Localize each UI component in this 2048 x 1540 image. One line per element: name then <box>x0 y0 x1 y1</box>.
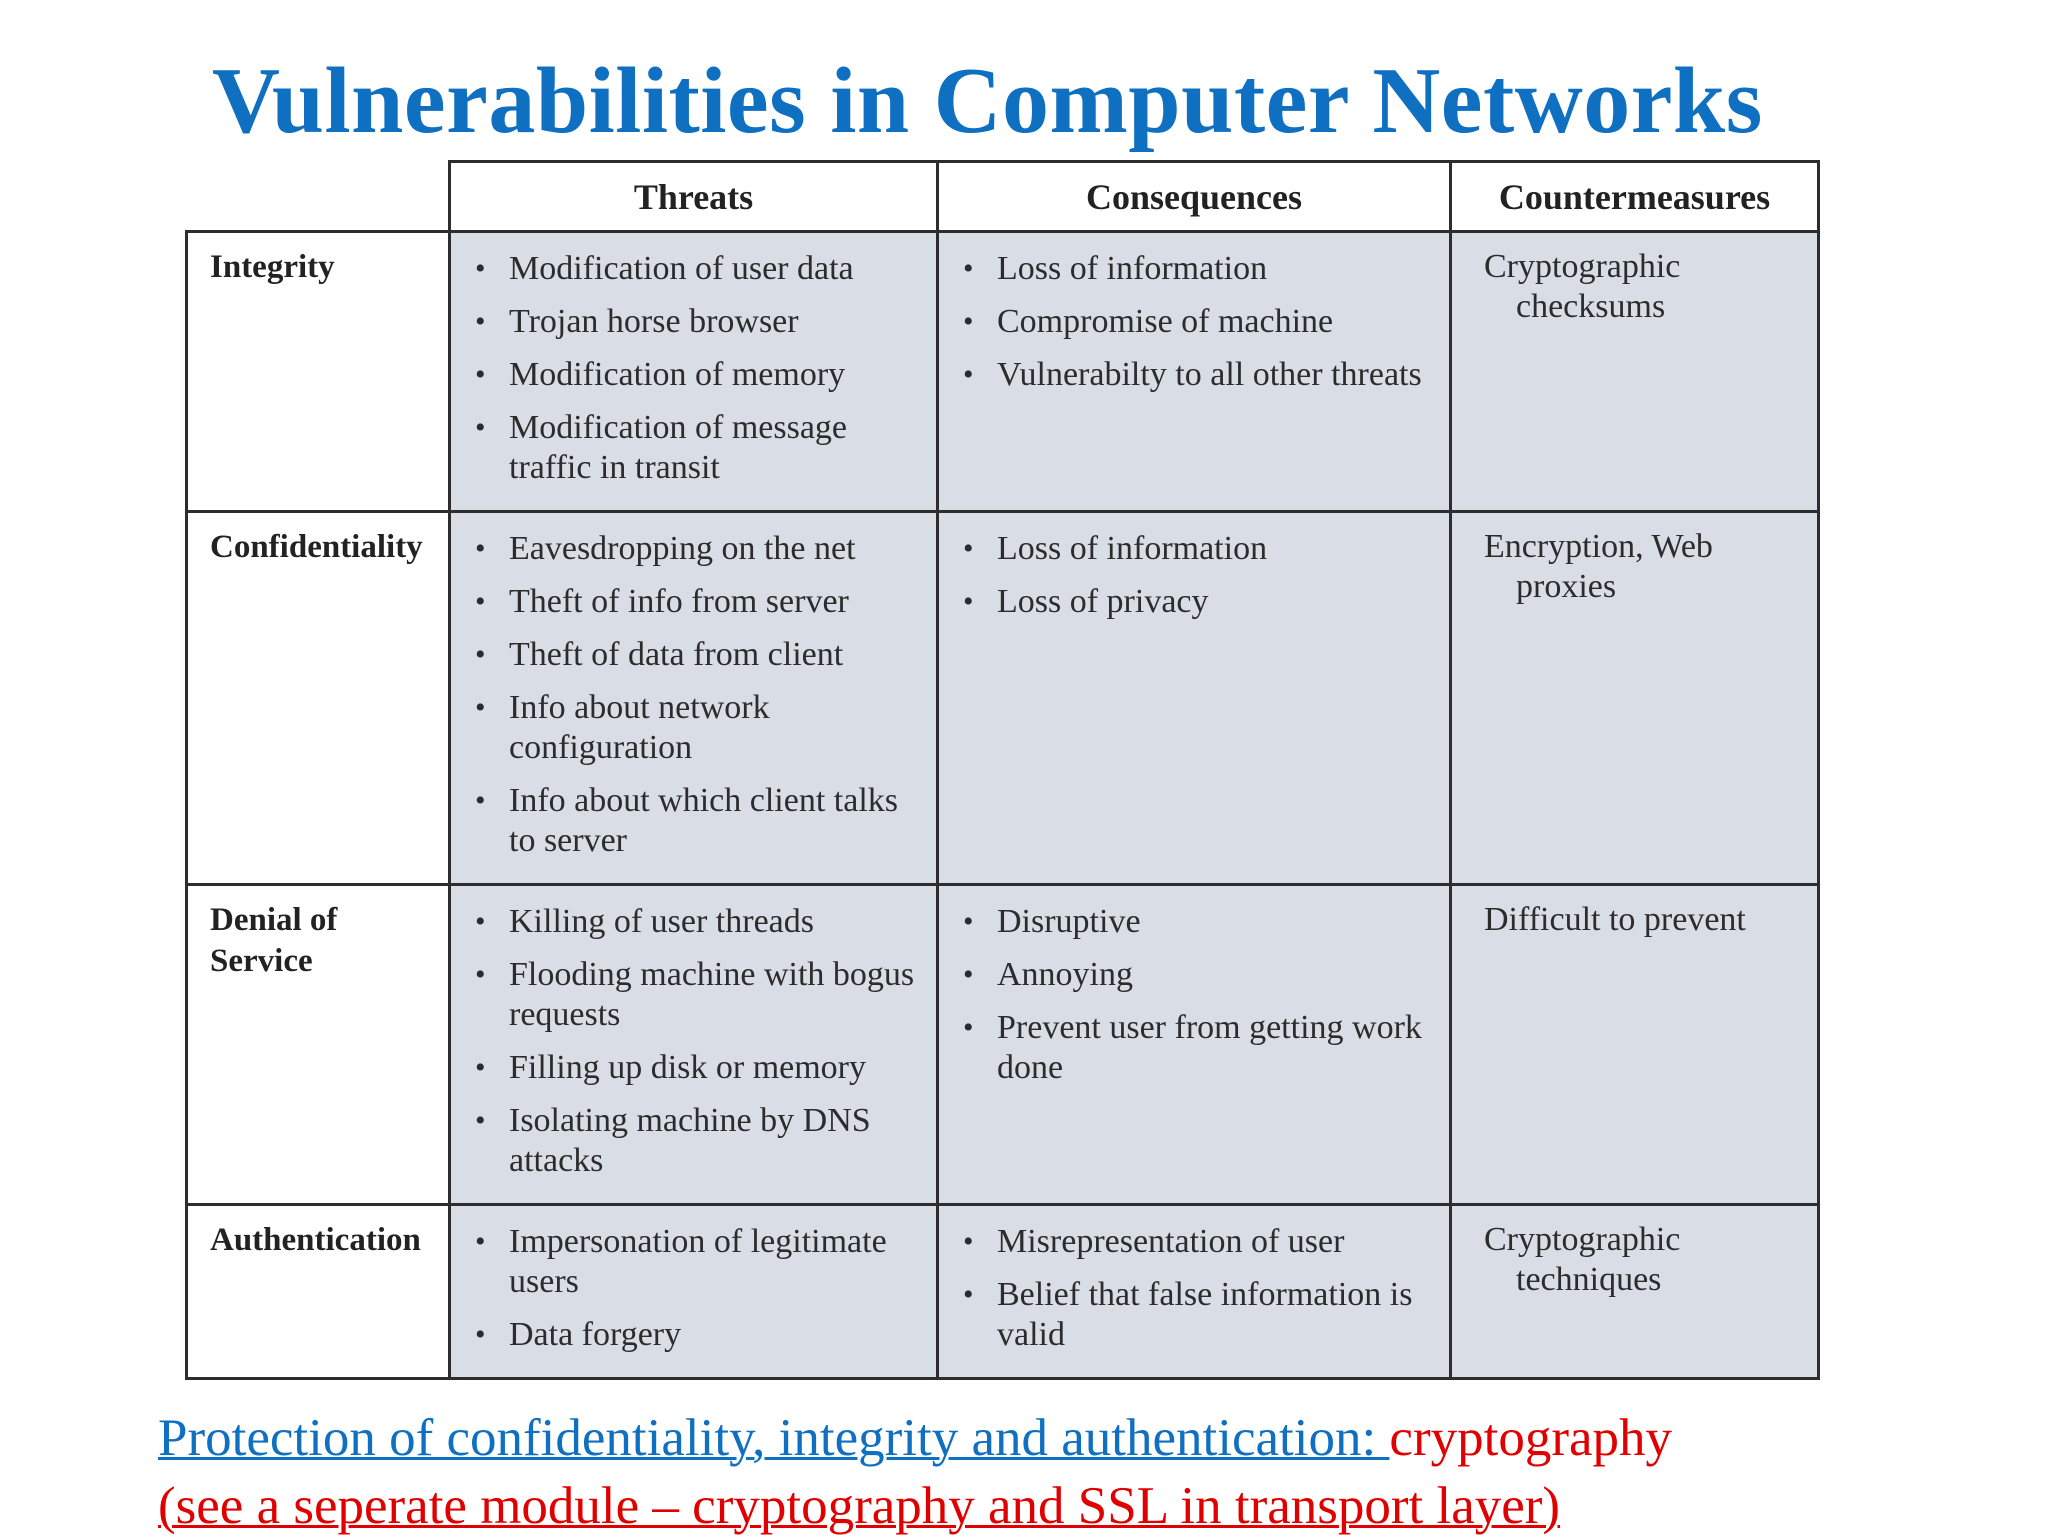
threats-cell <box>450 1205 938 1379</box>
threat-item: • Modification of user data <box>509 249 926 289</box>
table-row-denial-of-service <box>187 885 1819 1205</box>
threats-cell <box>450 232 938 512</box>
threat-item: • Info about which client talks to server <box>509 781 926 861</box>
threat-item: • Eavesdropping on the net <box>509 529 926 569</box>
header-countermeasures: Countermeasures <box>1451 162 1819 232</box>
countermeasure-text: Cryptographic techniques <box>1484 1221 1681 1298</box>
slide-title: Vulnerabilities in Computer Networks <box>212 49 1763 153</box>
threat-item: • Filling up disk or memory <box>509 1048 926 1088</box>
table-header-row <box>187 162 1819 232</box>
countermeasure-cell <box>1451 512 1819 885</box>
threat-item: • Theft of info from server <box>509 582 926 622</box>
threat-item: • Data forgery <box>509 1315 926 1355</box>
header-threats: Threats <box>450 162 938 232</box>
threat-item: • Trojan horse browser <box>509 302 926 342</box>
consequence-item: • Misrepresentation of user <box>997 1222 1439 1262</box>
threats-cell <box>450 512 938 885</box>
consequences-cell <box>938 232 1451 512</box>
threat-item: • Impersonation of legitimate users <box>509 1222 926 1302</box>
consequence-item: • Prevent user from getting work done <box>997 1008 1439 1088</box>
threat-item: • Info about network configuration <box>509 688 926 768</box>
footer-note <box>158 1404 1672 1540</box>
consequence-item: • Vulnerabilty to all other threats <box>997 355 1439 395</box>
consequence-item: • Compromise of machine <box>997 302 1439 342</box>
footer-module-link[interactable]: (see a seperate module – cryptography and SSL in transport layer) <box>158 1477 1561 1535</box>
threat-item: • Flooding machine with bogus requests <box>509 955 926 1035</box>
threat-item: • Modification of message traffic in transit <box>509 408 926 488</box>
threats-cell <box>450 885 938 1205</box>
consequences-cell <box>938 885 1451 1205</box>
consequences-cell <box>938 1205 1451 1379</box>
row-label-integrity: Integrity <box>187 232 450 512</box>
countermeasure-cell <box>1451 1205 1819 1379</box>
vulnerability-table <box>185 160 1820 1380</box>
table-row-integrity <box>187 232 1819 512</box>
threat-item: • Theft of data from client <box>509 635 926 675</box>
threat-item: • Modification of memory <box>509 355 926 395</box>
countermeasure-cell <box>1451 885 1819 1205</box>
countermeasure-cell <box>1451 232 1819 512</box>
countermeasure-text: Encryption, Web proxies <box>1484 528 1713 605</box>
consequence-item: • Loss of information <box>997 529 1439 569</box>
header-consequences: Consequences <box>938 162 1451 232</box>
threat-item: • Isolating machine by DNS attacks <box>509 1101 926 1181</box>
table-row-confidentiality <box>187 512 1819 885</box>
footer-lead-link[interactable]: Protection of confidentiality, integrity and authentication: <box>158 1409 1390 1467</box>
row-label-denial-of-service: Denial of Service <box>187 885 450 1205</box>
threat-item: • Killing of user threads <box>509 902 926 942</box>
table-row-authentication <box>187 1205 1819 1379</box>
row-label-authentication: Authentication <box>187 1205 450 1379</box>
consequence-item: • Loss of information <box>997 249 1439 289</box>
table-corner-cell <box>187 162 450 232</box>
countermeasure-text: Cryptographic checksums <box>1484 248 1681 325</box>
consequences-cell <box>938 512 1451 885</box>
row-label-confidentiality: Confidentiality <box>187 512 450 885</box>
footer-highlight: cryptography <box>1389 1409 1672 1467</box>
consequence-item: • Annoying <box>997 955 1439 995</box>
consequence-item: • Belief that false information is valid <box>997 1275 1439 1355</box>
countermeasure-text: Difficult to prevent <box>1484 901 1746 938</box>
consequence-item: • Loss of privacy <box>997 582 1439 622</box>
consequence-item: • Disruptive <box>997 902 1439 942</box>
